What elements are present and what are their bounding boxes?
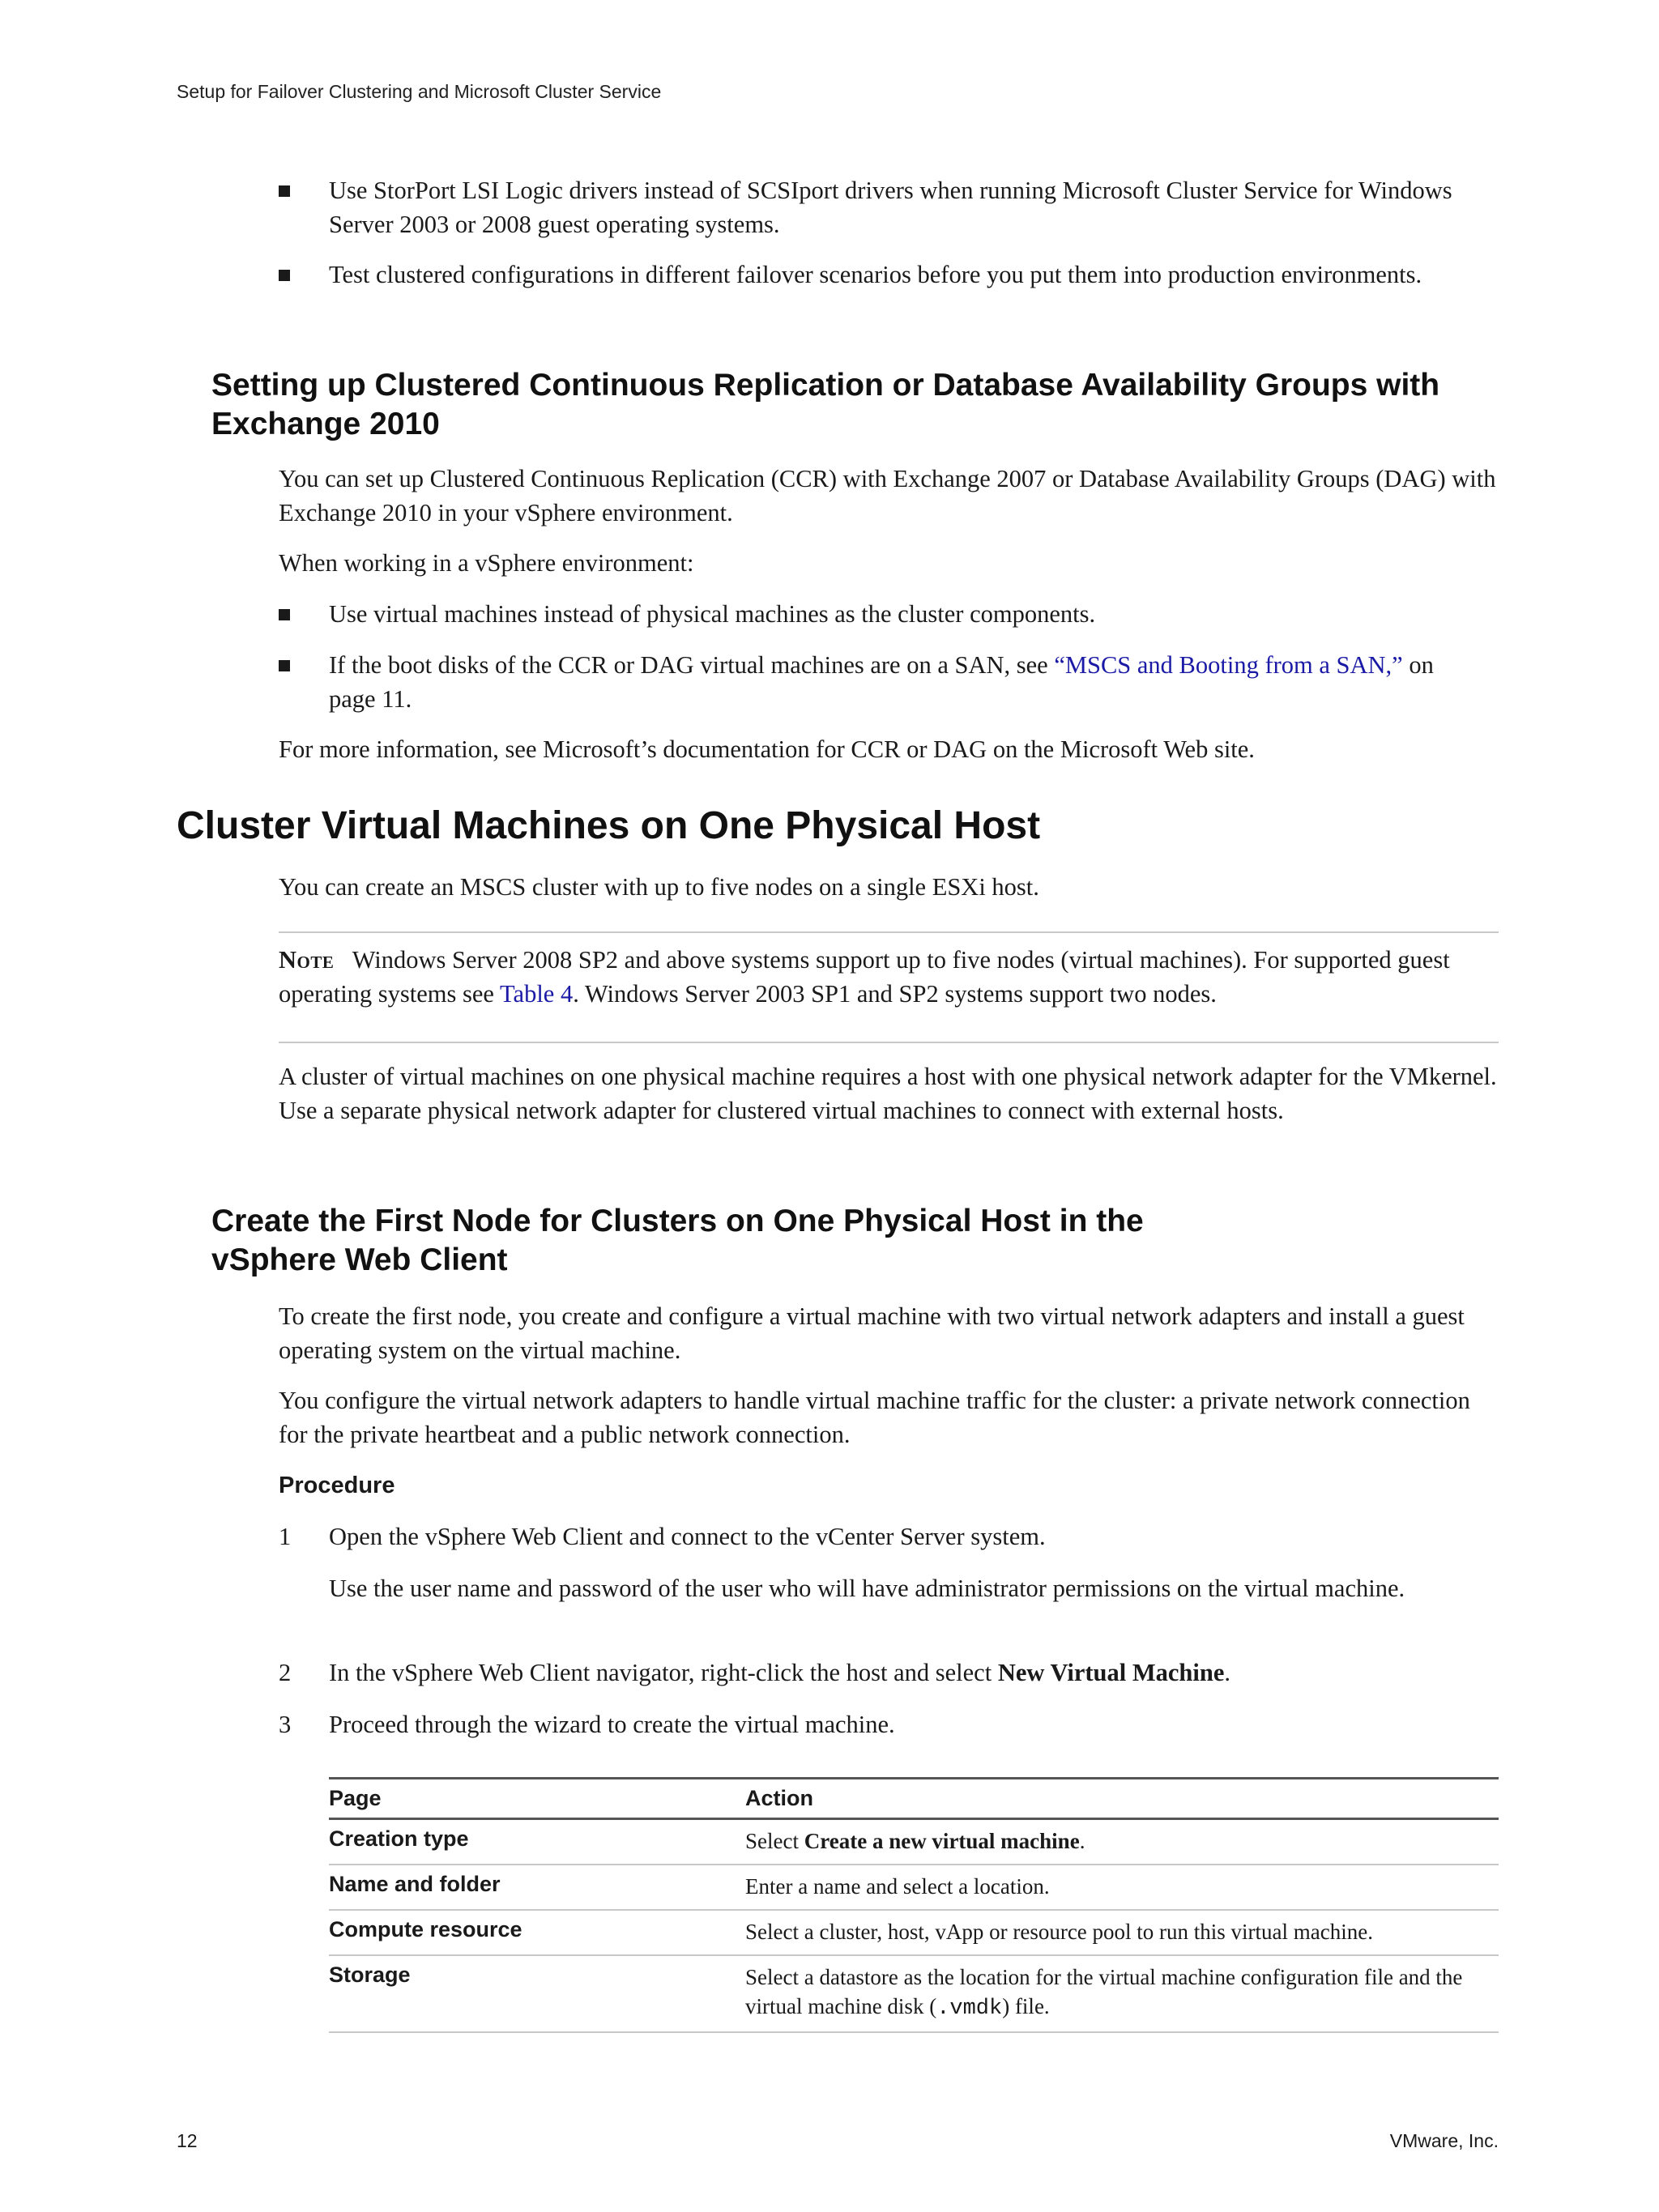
action-suffix: ) file. [1002,1994,1050,2018]
ccr-when-working: When working in a vSphere environment: [279,549,694,577]
ccr-bullet-2-prefix: If the boot disks of the CCR or DAG virtual machines are on a SAN, see [329,651,1055,679]
table-cell-action [745,1819,1499,1865]
table-row [329,1865,1499,1910]
table-header-page: Page [329,1779,745,1819]
action-prefix: Select [745,1829,804,1853]
table-header-row [329,1779,1499,1819]
table-cell-page: Storage [329,1955,745,2032]
step-1-sub: Use the user name and password of the user who will have administrator permissions on the virtual machine. [329,1575,1405,1602]
section-heading-cluster: Cluster Virtual Machines on One Physical Host [177,804,1041,847]
step-number: 2 [279,1659,292,1686]
cluster-intro: You can create an MSCS cluster with up to five nodes on a single ESXi host. [279,873,1039,901]
intro-bullet-2: Test clustered configurations in different failover scenarios before you put them into production environments. [329,261,1422,288]
table-cell-page: Creation type [329,1819,745,1865]
ccr-bullet-2-suffix: on page 11. [329,651,1434,713]
table-row [329,1910,1499,1955]
step-number: 1 [279,1523,292,1550]
wizard-action-table [329,1777,1499,2033]
bullet-marker [279,609,290,620]
ccr-intro: You can set up Clustered Continuous Replication (CCR) with Exchange 2007 or Database Availability Groups (DAG) with Exchange 2010 in your vSphere environment. [279,465,1496,526]
procedure-label: Procedure [279,1473,395,1498]
mscs-booting-san-link[interactable]: “MSCS and Booting from a SAN,” [1054,651,1403,679]
table-cell-action: Enter a name and select a location. [745,1865,1499,1910]
running-header: Setup for Failover Clustering and Microsoft Cluster Service [177,81,662,102]
step-number: 3 [279,1711,292,1738]
step-1-text: Open the vSphere Web Client and connect to the vCenter Server system. [329,1523,1046,1550]
table-cell-page: Compute resource [329,1910,745,1955]
table-cell-action [745,1955,1499,2032]
table-header-action: Action [745,1779,1499,1819]
action-suffix: . [1079,1829,1085,1853]
action-code: .vmdk [936,1997,1003,2021]
first-node-heading-line-1: Create the First Node for Clusters on One Physical Host in the [211,1204,1144,1238]
note-label: Note [279,946,335,974]
bullet-marker [279,270,290,281]
page-number: 12 [177,2130,198,2151]
ccr-bullet-2 [329,648,1463,716]
cluster-paragraph: A cluster of virtual machines on one physical machine requires a host with one physical network adapter for the VMkernel. Use a separate physical network adapter for clustered virtual machines to connect with external hosts. [279,1063,1497,1124]
first-node-heading-line-2: vSphere Web Client [211,1242,508,1277]
table-4-link[interactable]: Table 4 [500,980,574,1008]
section-heading-first-node [211,1202,1524,1280]
action-bold: Create a new virtual machine [804,1829,1080,1853]
first-node-para-1: To create the first node, you create and configure a virtual machine with two virtual network adapters and install a guest operating system on the virtual machine. [279,1302,1465,1364]
bullet-marker [279,185,290,197]
table-cell-page: Name and folder [329,1865,745,1910]
ccr-more-info: For more information, see Microsoft’s documentation for CCR or DAG on the Microsoft Web site. [279,735,1255,763]
step-3-text: Proceed through the wizard to create the virtual machine. [329,1711,895,1738]
section-heading-ccr: Setting up Clustered Continuous Replication or Database Availability Groups with Exchange 2010 [211,368,1440,441]
company-name: VMware, Inc. [1389,2130,1499,2151]
note-box [279,931,1499,1043]
action-prefix: Select a datastore as the location for the virtual machine configuration file and the virtual machine disk ( [745,1965,1463,2018]
table-cell-action: Select a cluster, host, vApp or resource pool to run this virtual machine. [745,1910,1499,1955]
intro-bullet-1: Use StorPort LSI Logic drivers instead of SCSIport drivers when running Microsoft Cluster Service for Windows Server 2003 or 2008 guest operating systems. [329,177,1452,238]
step-2-text [329,1656,1503,1690]
note-text-1: Windows Server 2008 SP2 and above systems support up to five nodes (virtual machines). For supported guest operating systems see [279,946,1450,1008]
first-node-para-2: You configure the virtual network adapters to handle virtual machine traffic for the cluster: a private network connection for the private heartbeat and a public network connection. [279,1387,1470,1448]
ccr-bullet-1: Use virtual machines instead of physical machines as the cluster components. [329,600,1096,628]
bullet-marker [279,660,290,671]
table-row [329,1819,1499,1865]
step-2-bold: New Virtual Machine [997,1659,1225,1686]
step-2-prefix: In the vSphere Web Client navigator, right-click the host and select [329,1659,998,1686]
step-2-suffix: . [1224,1659,1230,1686]
note-text [279,943,1499,1011]
table-row [329,1955,1499,2032]
note-text-2: . Windows Server 2003 SP1 and SP2 systems support two nodes. [573,980,1217,1008]
